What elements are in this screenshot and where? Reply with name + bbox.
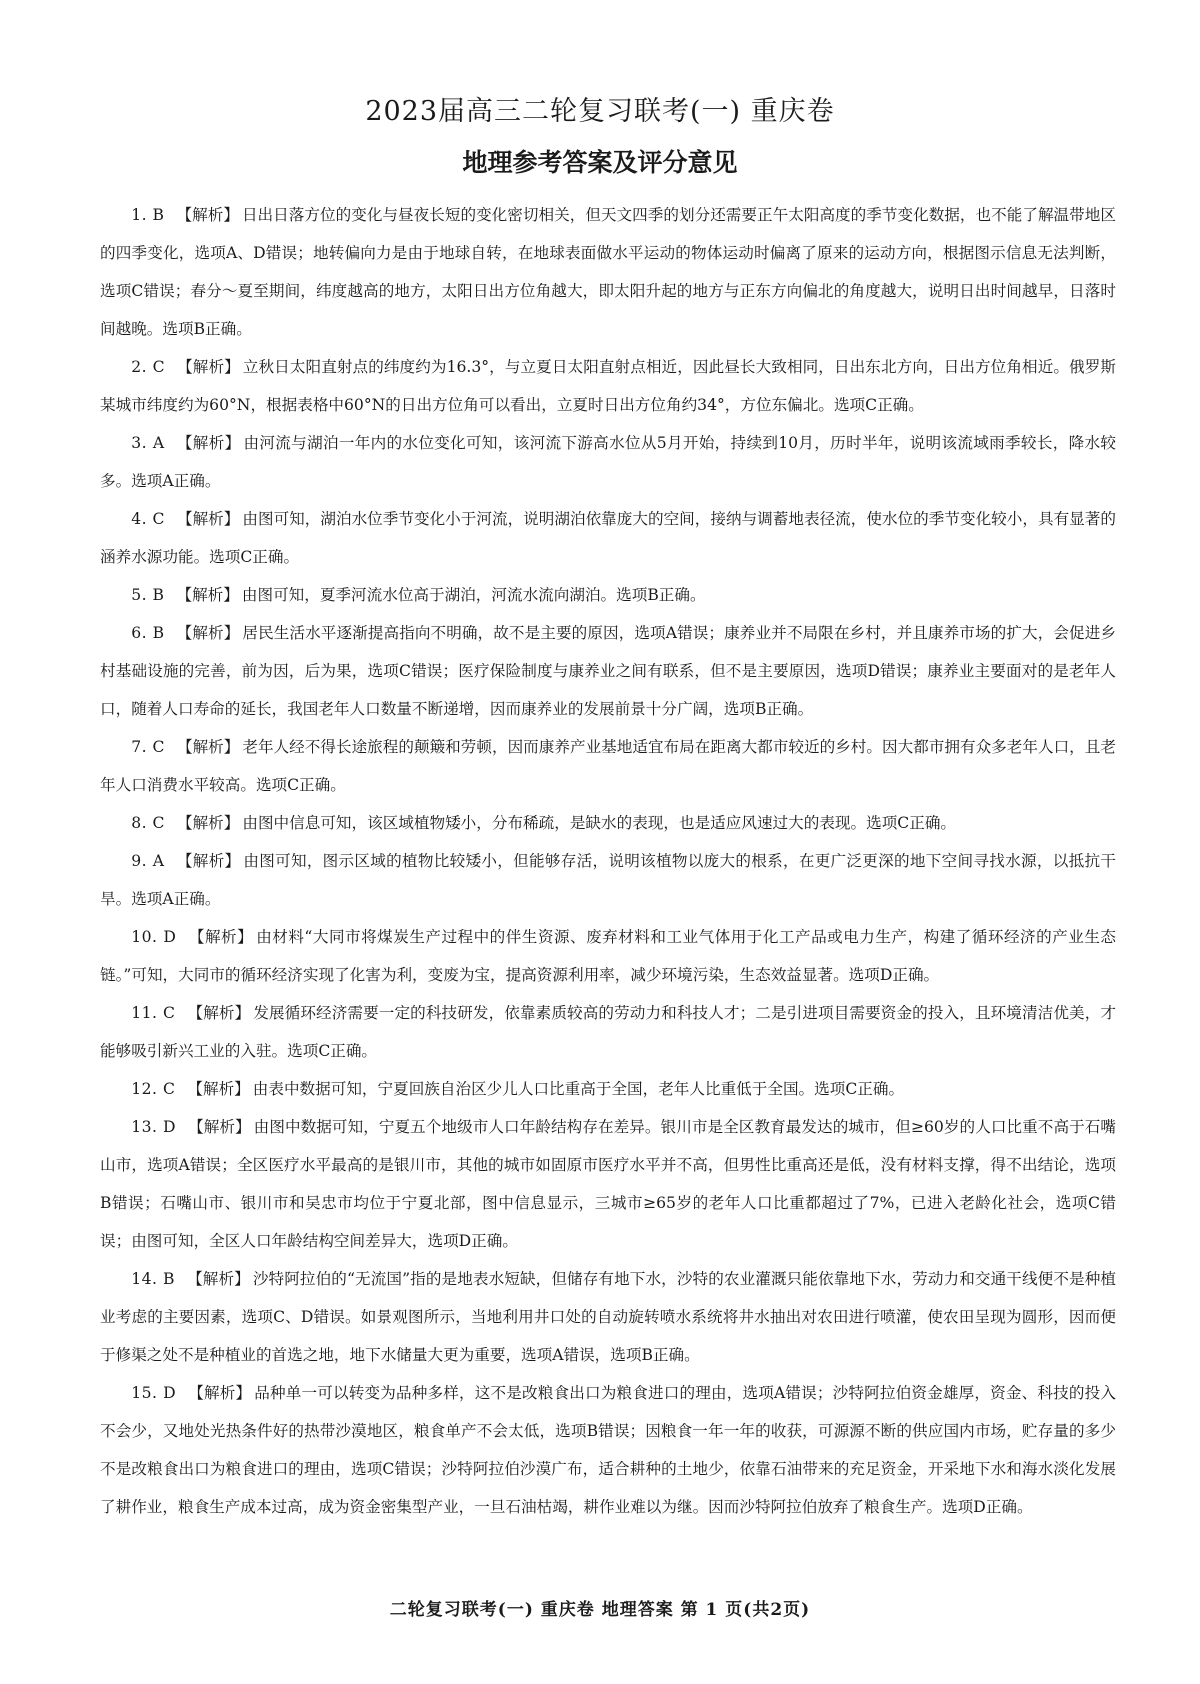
answer-number: 11. C [131, 1004, 176, 1022]
analysis-tag: 【解析】 [187, 1004, 251, 1022]
answer-item [100, 804, 1116, 842]
answer-explanation: 由图可知，图示区域的植物比较矮小，但能够存活，说明该植物以庞大的根系，在更广泛更深的地下空间寻找水源，以抵抗干旱。选项A正确。 [100, 852, 1116, 908]
analysis-tag: 【解析】 [176, 510, 240, 528]
answer-explanation: 居民生活水平逐渐提高指向不明确，故不是主要的原因，选项A错误；康养业并不局限在乡村，并且康养市场的扩大，会促进乡村基础设施的完善，前为因，后为果，选项C错误；医疗保险制度与康养业之间有联系，但不是主要原因，选项D错误；康养业主要面对的是老年人口，随着人口寿命的延长，我国老年人口数量不断递增，因而康养业的发展前景十分广阔，选项B正确。 [100, 624, 1117, 718]
answer-item [100, 994, 1116, 1070]
analysis-tag: 【解析】 [187, 1080, 250, 1098]
analysis-tag: 【解析】 [176, 206, 239, 224]
answer-number: 10. D [131, 928, 177, 946]
answer-number: 4. C [131, 510, 165, 528]
analysis-tag: 【解析】 [187, 1270, 250, 1288]
answer-explanation: 老年人经不得长途旅程的颠簸和劳顿，因而康养产业基地适宜布局在距离大都市较近的乡村。因大都市拥有众多老年人口，且老年人口消费水平较高。选项C正确。 [100, 738, 1116, 794]
answer-explanation: 立秋日太阳直射点的纬度约为16.3°，与立夏日太阳直射点相近，因此昼长大致相同，日出东北方向，日出方位角相近。俄罗斯某城市纬度约为60°N，根据表格中60°N的日出方位角可以看出，立夏时日出方位角约34°，方位东偏北。选项C正确。 [100, 358, 1116, 414]
answer-item [100, 728, 1116, 804]
analysis-tag: 【解析】 [176, 738, 240, 756]
page-footer: 二轮复习联考(一) 重庆卷 地理答案 第 1 页(共2页) [389, 1600, 811, 1620]
page-title: 2023届高三二轮复习联考(一) 重庆卷 [365, 96, 835, 127]
answer-number: 7. C [131, 738, 165, 756]
answer-list [100, 196, 1116, 1526]
answer-number: 2. C [131, 358, 166, 376]
answer-explanation: 由图可知，夏季河流水位高于湖泊，河流水流向湖泊。选项B正确。 [241, 586, 706, 604]
answer-item [100, 1108, 1116, 1260]
analysis-tag: 【解析】 [188, 928, 254, 946]
analysis-tag: 【解析】 [176, 852, 241, 870]
answer-explanation: 由图中信息可知，该区域植物矮小，分布稀疏，是缺水的表现，也是适应风速过大的表现。选项C正确。 [242, 814, 957, 832]
answer-item [100, 500, 1116, 576]
answer-number: 15. D [131, 1384, 177, 1402]
answer-number: 5. B [131, 586, 165, 604]
analysis-tag: 【解析】 [176, 434, 241, 452]
answer-number: 3. A [131, 434, 165, 452]
answer-number: 6. B [131, 624, 165, 642]
answer-number: 13. D [131, 1118, 177, 1136]
answer-item [100, 918, 1116, 994]
answer-explanation: 由表中数据可知，宁夏回族自治区少儿人口比重高于全国，老年人比重低于全国。选项C正确。 [252, 1080, 905, 1098]
page-subtitle: 地理参考答案及评分意见 [462, 148, 738, 177]
answer-item [100, 842, 1116, 918]
analysis-tag: 【解析】 [188, 1118, 251, 1136]
analysis-tag: 【解析】 [176, 586, 239, 604]
answer-explanation: 由材料“大同市将煤炭生产过程中的伴生资源、废弃材料和工业气体用于化工产品或电力生产，构建了循环经济的产业生态链。”可知，大同市的循环经济实现了化害为利，变废为宝，提高资源利用率，减少环境污染，生态效益显著。选项D正确。 [100, 928, 1116, 984]
answer-item [100, 614, 1116, 728]
answer-item [100, 1260, 1116, 1374]
answer-number: 1. B [131, 206, 165, 224]
answer-item [100, 348, 1116, 424]
answer-item [100, 1374, 1116, 1526]
answer-explanation: 由图可知，湖泊水位季节变化小于河流，说明湖泊依靠庞大的空间，接纳与调蓄地表径流，使水位的季节变化较小，具有显著的涵养水源功能。选项C正确。 [100, 510, 1116, 566]
answer-explanation: 品种单一可以转变为品种多样，这不是改粮食出口为粮食进口的理由，选项A错误；沙特阿拉伯资金雄厚，资金、科技的投入不会少，又地处光热条件好的热带沙漠地区，粮食单产不会太低，选项B错误；因粮食一年一年的收获，可源源不断的供应国内市场，贮存量的多少不是改粮食出口为粮食进口的理由，选项C错误；沙特阿拉伯沙漠广布，适合耕种的土地少，依靠石油带来的充足资金，开采地下水和海水淡化发展了耕作业，粮食生产成本过高，成为资金密集型产业，一旦石油枯竭，耕作业难以为继。因而沙特阿拉伯放弃了粮食生产。选项D正确。 [100, 1384, 1116, 1516]
answer-item [100, 196, 1116, 348]
answer-number: 9. A [131, 852, 165, 870]
answer-explanation: 由图中数据可知，宁夏五个地级市人口年龄结构存在差异。银川市是全区教育最发达的城市，但≥60岁的人口比重不高于石嘴山市，选项A错误；全区医疗水平最高的是银川市，其他的城市如固原市医疗水平并不高，但男性比重高还是低，没有材料支撑，得不出结论，选项B错误；石嘴山市、银川市和吴忠市均位于宁夏北部，图中信息显示，三城市≥65岁的老年人口比重都超过了7%，已进入老龄化社会，选项C错误；由图可知，全区人口年龄结构空间差异大，选项D正确。 [100, 1118, 1116, 1250]
answer-explanation: 发展循环经济需要一定的科技研发，依靠素质较高的劳动力和科技人才；二是引进项目需要资金的投入，且环境清洁优美，才能够吸引新兴工业的入驻。选项C正确。 [100, 1004, 1116, 1060]
answer-item [100, 424, 1116, 500]
answer-explanation: 日出日落方位的变化与昼夜长短的变化密切相关，但天文四季的划分还需要正午太阳高度的季节变化数据，也不能了解温带地区的四季变化，选项A、D错误；地转偏向力是由于地球自转，在地球表面做水平运动的物体运动时偏离了原来的运动方向，根据图示信息无法判断，选项C错误；春分～夏至期间，纬度越高的地方，太阳日出方位角越大，即太阳升起的地方与正东方向偏北的角度越大，说明日出时间越早，日落时间越晚。选项B正确。 [100, 206, 1116, 338]
analysis-tag: 【解析】 [177, 358, 240, 376]
answer-explanation: 沙特阿拉伯的“无流国”指的是地表水短缺，但储存有地下水，沙特的农业灌溉只能依靠地下水，劳动力和交通干线便不是种植业考虑的主要因素，选项C、D错误。如景观图所示，当地利用井口处的自动旋转喷水系统将井水抽出对农田进行喷灌，使农田呈现为圆形，因而便于修渠之处不是种植业的首选之地，地下水储量大更为重要，选项A错误，选项B正确。 [100, 1270, 1116, 1364]
answer-number: 14. B [131, 1270, 175, 1288]
answer-item [100, 1070, 1116, 1108]
answer-number: 12. C [131, 1080, 176, 1098]
answer-explanation: 由河流与湖泊一年内的水位变化可知，该河流下游高水位从5月开始，持续到10月，历时半年，说明该流域雨季较长，降水较多。选项A正确。 [100, 434, 1116, 490]
analysis-tag: 【解析】 [176, 624, 240, 642]
analysis-tag: 【解析】 [188, 1384, 252, 1402]
answer-number: 8. C [131, 814, 165, 832]
analysis-tag: 【解析】 [176, 814, 240, 832]
answer-item [100, 576, 1116, 614]
